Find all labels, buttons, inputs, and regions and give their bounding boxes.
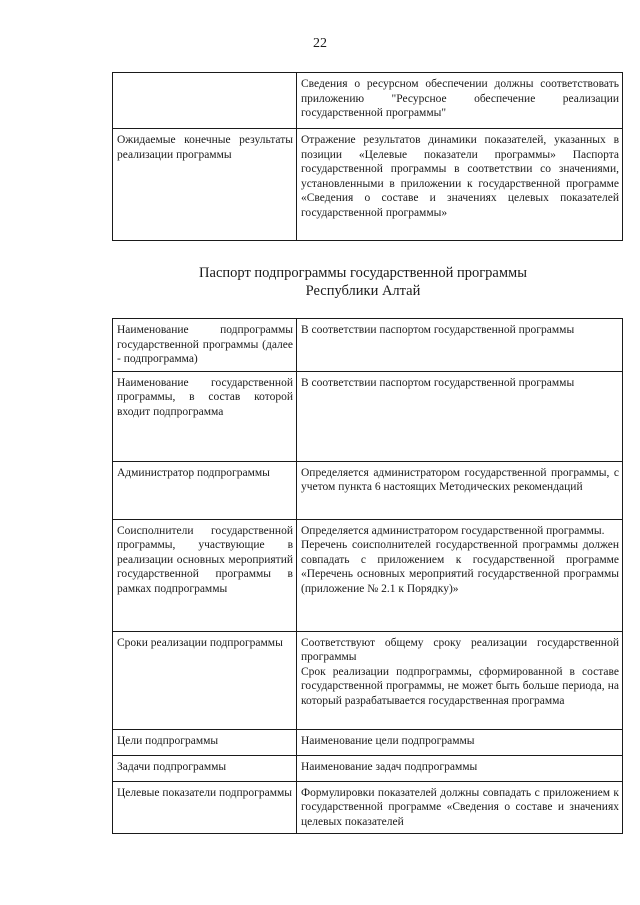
row-value-cell: В соответствии паспортом государственной программы <box>297 319 623 372</box>
row-value-cell <box>297 631 623 729</box>
row-label-cell: Администратор подпрограммы <box>113 461 297 519</box>
row-value-cell: Сведения о ресурсном обеспечении должны соответствовать приложению "Ресурсное обеспечение реализации государственной программы" <box>297 73 623 129</box>
section-title-line-2: Республики Алтай <box>305 283 421 299</box>
section-title <box>112 264 614 300</box>
row-label-cell: Наименование подпрограммы государственной программы (далее - подпрограмма) <box>113 319 297 372</box>
row-label-cell <box>113 73 297 129</box>
table-row <box>113 73 623 129</box>
row-value-cell: В соответствии паспортом государственной программы <box>297 371 623 461</box>
table-row <box>113 461 623 519</box>
table-row <box>113 729 623 755</box>
row-value-cell: Наименование задач подпрограммы <box>297 755 623 781</box>
continuation-table <box>112 72 623 241</box>
row-value-cell: Формулировки показателей должны совпадать с приложением к государственной программе «Сведения о составе и значениях целевых показателей <box>297 781 623 834</box>
table-row <box>113 129 623 241</box>
table-row <box>113 755 623 781</box>
page-number: 22 <box>313 36 327 51</box>
row-value-paragraph: Срок реализации подпрограммы, сформированной в составе государственной программы, не может быть больше периода, на который разрабатывается государственная программа <box>301 665 619 707</box>
row-label-cell: Ожидаемые конечные результаты реализации программы <box>113 129 297 241</box>
row-value-paragraph: Перечень соисполнителей государственной программы должен совпадать с приложением к государственной программе «Перечень основных мероприятий государственной программы (приложение № 2.1 к Порядку)» <box>301 539 619 595</box>
section-title-line-1: Паспорт подпрограммы государственной программы <box>199 265 527 281</box>
table-row <box>113 371 623 461</box>
row-value-paragraph: Определяется администратором государственной программы. <box>301 524 605 537</box>
passport-table <box>112 318 623 834</box>
table-row <box>113 781 623 834</box>
table-row <box>113 319 623 372</box>
row-label-cell: Соисполнители государственной программы, участвующие в реализации основных мероприятий государственной программы в рамках подпрограммы <box>113 519 297 631</box>
row-value-paragraph: Соответствуют общему сроку реализации государственной программы <box>301 636 619 663</box>
row-label-cell: Задачи подпрограммы <box>113 755 297 781</box>
row-value-cell: Отражение результатов динамики показателей, указанных в позиции «Целевые показатели программы» Паспорта государственной программы в соответствии со значениями, установленными в приложении к государственной программе «Сведения о составе и значениях целевых показателей государственной программы» <box>297 129 623 241</box>
row-label-cell: Наименование государственной программы, в состав которой входит подпрограмма <box>113 371 297 461</box>
row-label-cell: Цели подпрограммы <box>113 729 297 755</box>
row-label-cell: Целевые показатели подпрограммы <box>113 781 297 834</box>
table-row <box>113 631 623 729</box>
row-value-cell: Наименование цели подпрограммы <box>297 729 623 755</box>
row-label-cell: Сроки реализации подпрограммы <box>113 631 297 729</box>
row-value-cell <box>297 519 623 631</box>
row-value-cell: Определяется администратором государственной программы, с учетом пункта 6 настоящих Методических рекомендаций <box>297 461 623 519</box>
table-row <box>113 519 623 631</box>
